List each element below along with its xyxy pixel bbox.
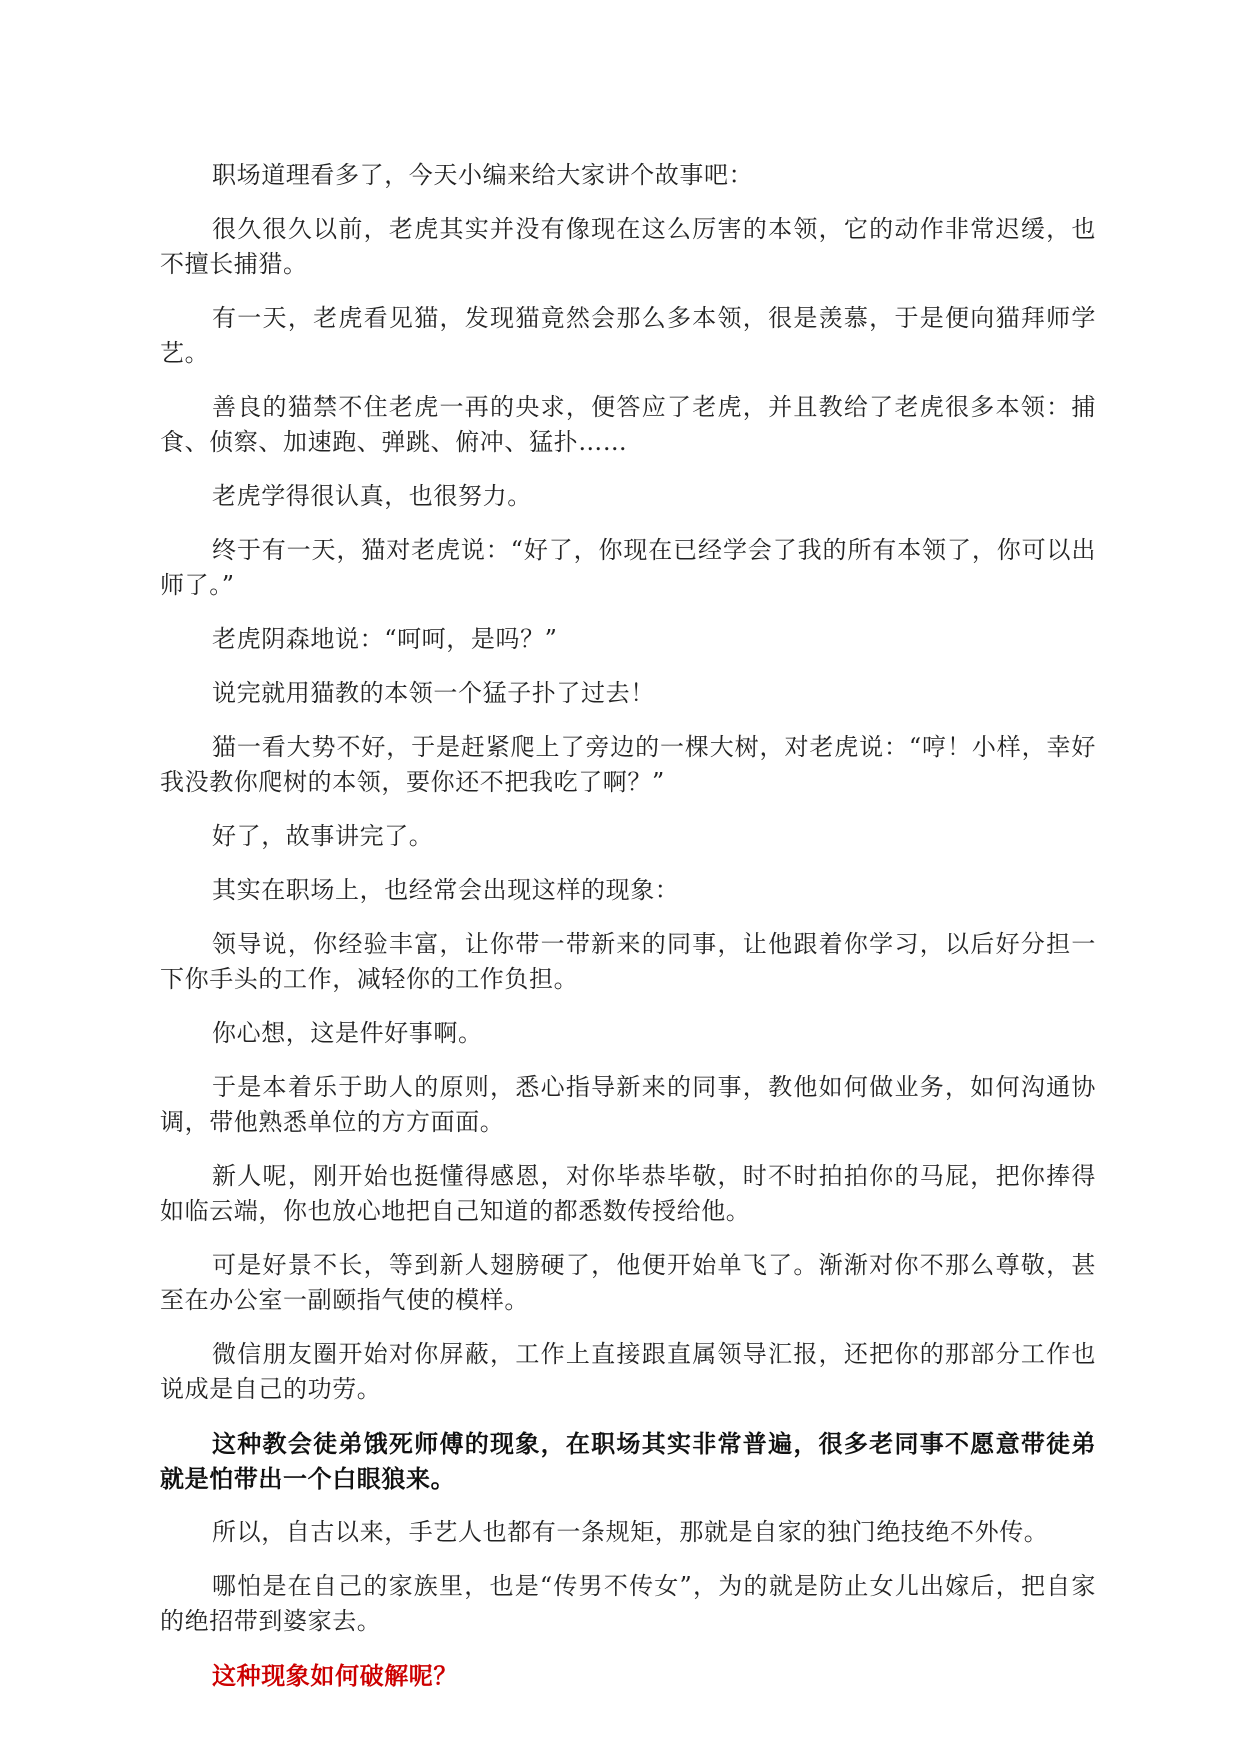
article-body: [160, 158, 1096, 1712]
paragraph-family-rule: 哪怕是在自己的家族里，也是“传男不传女”，为的就是防止女儿出嫁后，把自家的绝招带到婆家去。: [160, 1572, 1096, 1635]
paragraph-key-point: 这种教会徒弟饿死师傅的现象，在职场其实非常普遍，很多老同事不愿意带徒弟就是怕带出一个白眼狼来。: [160, 1429, 1096, 1493]
paragraph-workplace-intro: 其实在职场上，也经常会出现这样的现象：: [212, 876, 680, 904]
paragraph-tiger-reply: 老虎阴森地说：“呵呵，是吗？”: [212, 625, 558, 653]
paragraph-tiger-pounces: 说完就用猫教的本领一个猛子扑了过去！: [212, 679, 655, 707]
paragraph-you-think: 你心想，这是件好事啊。: [212, 1019, 483, 1047]
paragraph-mentoring: 于是本着乐于助人的原则，悉心指导新来的同事，教他如何做业务，如何沟通协调，带他熟悉单位的方方面面。: [160, 1073, 1096, 1136]
paragraph-leader-says: 领导说，你经验丰富，让你带一带新来的同事，让他跟着你学习，以后好分担一下你手头的工作，减轻你的工作负担。: [160, 930, 1096, 993]
paragraph-tiger-sees-cat: 有一天，老虎看见猫，发现猫竟然会那么多本领，很是羡慕，于是便向猫拜师学艺。: [160, 304, 1096, 367]
section-heading-solution: 这种现象如何破解呢？: [212, 1661, 458, 1690]
paragraph-wechat-block: 微信朋友圈开始对你屏蔽，工作上直接跟直属领导汇报，还把你的那部分工作也说成是自己的功劳。: [160, 1340, 1096, 1403]
paragraph-graduation: 终于有一天，猫对老虎说：“好了，你现在已经学会了我的所有本领了，你可以出师了。”: [160, 536, 1096, 599]
paragraph-story-end: 好了，故事讲完了。: [212, 822, 434, 850]
paragraph-tiger-learns: 老虎学得很认真，也很努力。: [212, 482, 532, 510]
paragraph-cat-climbs: 猫一看大势不好，于是赶紧爬上了旁边的一棵大树，对老虎说：“哼！小样，幸好我没教你爬树的本领，要你还不把我吃了啊？”: [160, 733, 1096, 796]
paragraph-newcomer-flies: 可是好景不长，等到新人翅膀硬了，他便开始单飞了。渐渐对你不那么尊敬，甚至在办公室一副颐指气使的模样。: [160, 1251, 1096, 1314]
paragraph-intro: 职场道理看多了，今天小编来给大家讲个故事吧：: [212, 161, 754, 189]
paragraph-newcomer-grateful: 新人呢，刚开始也挺懂得感恩，对你毕恭毕敬，时不时拍拍你的马屁，把你捧得如临云端，你也放心地把自己知道的都悉数传授给他。: [160, 1162, 1096, 1225]
paragraph-story-start: 很久很久以前，老虎其实并没有像现在这么厉害的本领，它的动作非常迟缓，也不擅长捕猎。: [160, 215, 1096, 278]
paragraph-cat-teaches: 善良的猫禁不住老虎一再的央求，便答应了老虎，并且教给了老虎很多本领：捕食、侦察、加速跑、弹跳、俯冲、猛扑……: [160, 393, 1096, 456]
paragraph-craftsmen-rule: 所以，自古以来，手艺人也都有一条规矩，那就是自家的独门绝技绝不外传。: [212, 1518, 1049, 1546]
